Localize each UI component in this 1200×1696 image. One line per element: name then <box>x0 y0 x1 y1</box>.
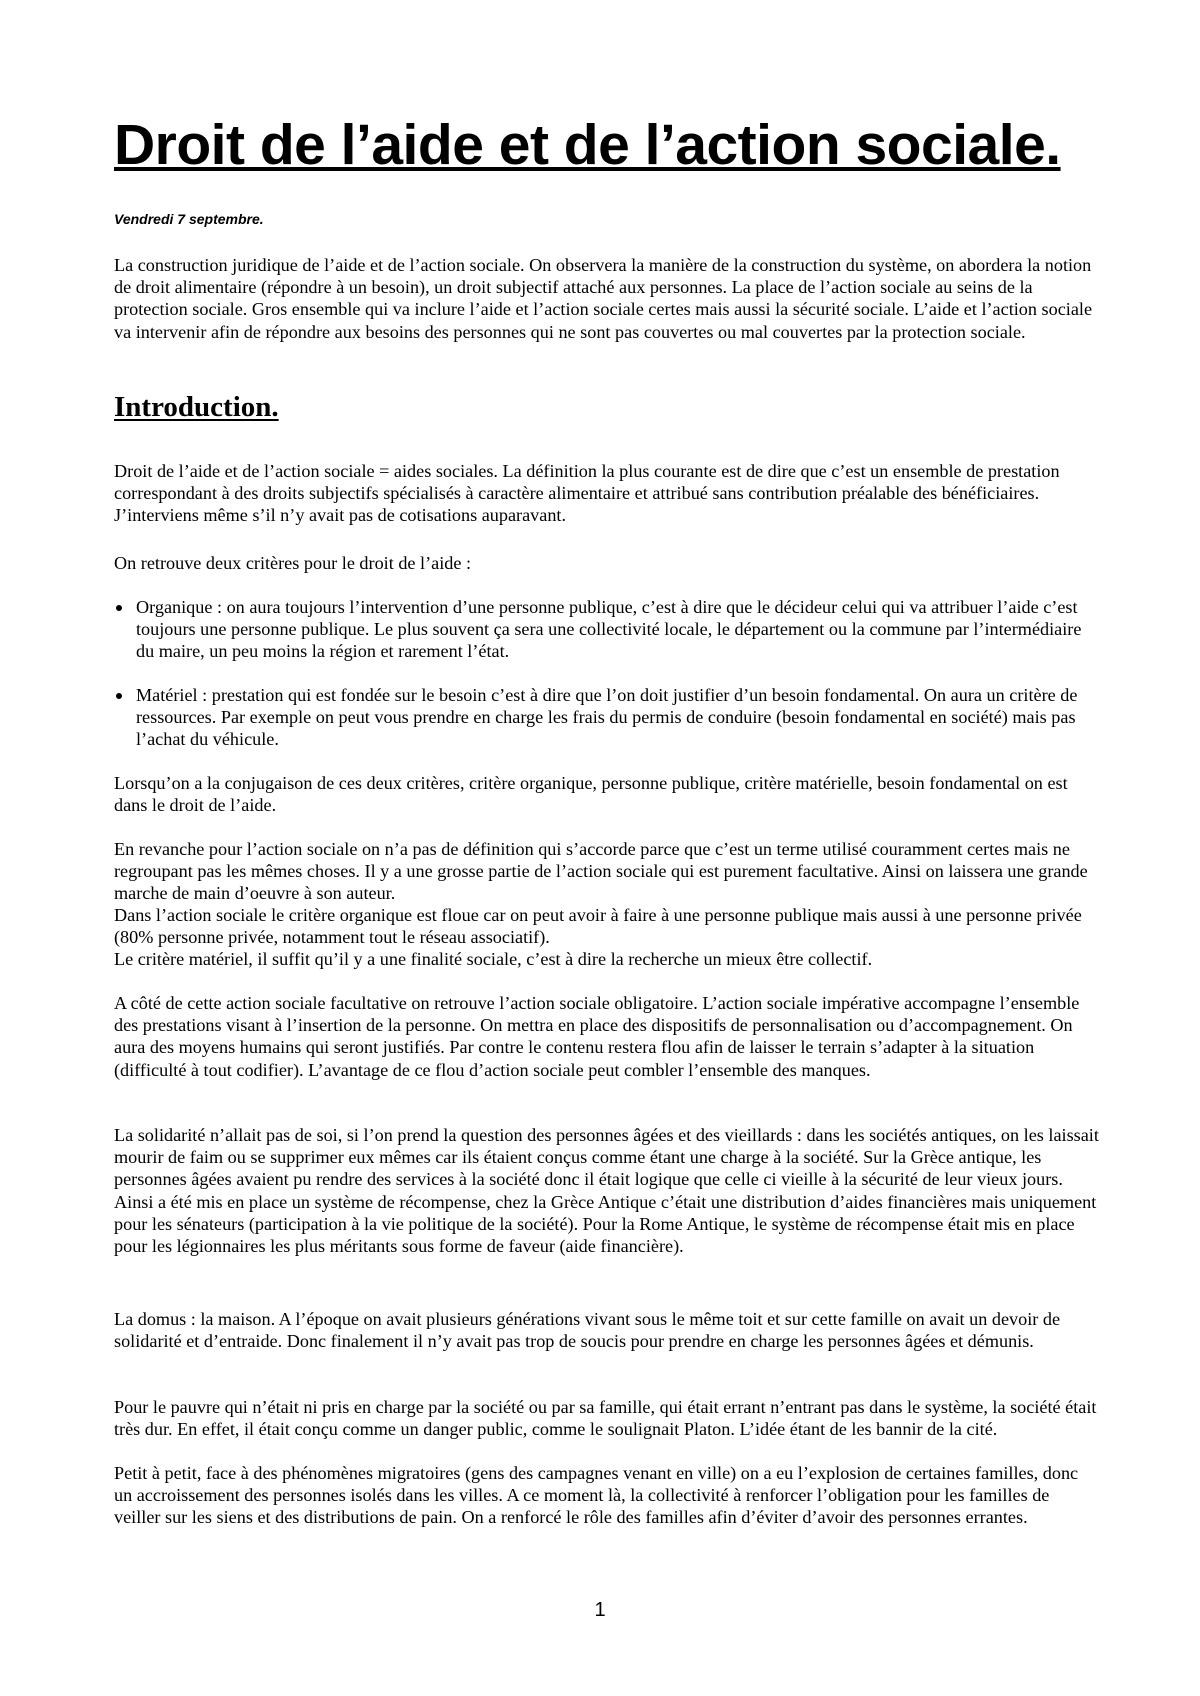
bullet-icon <box>116 605 122 611</box>
criteria-item <box>114 596 1099 663</box>
document-date: Vendredi 7 septembre. <box>114 211 264 227</box>
criteria-list <box>114 684 1099 751</box>
paragraph: En revanche pour l’action sociale on n’a pas de définition qui s’accorde parce que c’est un terme utilisé couramment certes mais ne regroupant pas les mêmes choses. Il y a une grosse partie de l’action sociale qui est purement facultative. Ainsi on laissera une grande marche de main d’oeuvre à son auteur. <box>114 839 1088 904</box>
page-number: 1 <box>594 1599 606 1621</box>
paragraph: On retrouve deux critères pour le droit de l’aide : <box>114 553 472 573</box>
criteria-list <box>114 596 1099 663</box>
criteria-text: Organique : on aura toujours l’intervention d’une personne publique, c’est à dire que le décideur celui qui va attribuer l’aide c’est toujours une personne publique. Le plus souvent ça sera une collectivité locale, le département ou la commune par l’intermédiaire du maire, un peu moins la région et rarement l’état. <box>136 597 1082 662</box>
bullet-icon <box>116 693 122 699</box>
paragraph: La domus : la maison. A l’époque on avait plusieurs générations vivant sous le même toit et sur cette famille on avait un devoir de solidarité et d’entraide. Donc finalement il n’y avait pas trop de soucis pour prendre en charge les personnes âgées et démunis. <box>114 1309 1061 1352</box>
paragraph: A côté de cette action sociale facultative on retrouve l’action sociale obligatoire. L’action sociale impérative accompagne l’ensemble des prestations visant à l’insertion de la personne. On mettra en place des dispositifs de personnalisation ou d’accompagnement. On aura des moyens humains qui seront justifiés. Par contre le contenu restera flou afin de laisser le terrain s’adapter à la situation (difficulté à tout codifier). L’avantage de ce flou d’action sociale peut combler l’ensemble des manques. <box>114 993 1080 1080</box>
section-heading: Introduction. <box>114 391 279 423</box>
paragraph: Pour le pauvre qui n’était ni pris en charge par la société ou par sa famille, qui était errant n’entrant pas dans le système, la société était très dur. En effet, il était conçu comme un danger public, comme le soulignait Platon. L’idée étant de les bannir de la cité. <box>114 1397 1097 1440</box>
paragraph: Lorsqu’on a la conjugaison de ces deux critères, critère organique, personne publique, critère matérielle, besoin fondamental on est dans le droit de l’aide. <box>114 773 1068 816</box>
document-title: Droit de l’aide et de l’action sociale. <box>114 113 1061 177</box>
criteria-text: Matériel : prestation qui est fondée sur le besoin c’est à dire que l’on doit justifier d’un besoin fondamental. On aura un critère de ressources. Par exemple on peut vous prendre en charge les frais du permis de conduire (besoin fondamental en société) mais pas l’achat du véhicule. <box>136 685 1078 750</box>
paragraph: Le critère matériel, il suffit qu’il y a une finalité sociale, c’est à dire la recherche un mieux être collectif. <box>114 949 873 969</box>
paragraph: Droit de l’aide et de l’action sociale = aides sociales. La définition la plus courante est de dire que c’est un ensemble de prestation correspondant à des droits subjectifs spécialisés à caractère alimentaire et attribué sans contribution préalable des bénéficiaires. J’interviens même s’il n’y avait pas de cotisations auparavant. <box>114 461 1060 526</box>
criteria-item <box>114 684 1099 751</box>
intro-paragraph: La construction juridique de l’aide et de l’action sociale. On observera la manière de la construction du système, on abordera la notion de droit alimentaire (répondre à un besoin), un droit subjectif attaché aux personnes. La place de l’action sociale au seins de la protection sociale. Gros ensemble qui va inclure l’aide et l’action sociale certes mais aussi la sécurité sociale. L’aide et l’action sociale va intervenir afin de répondre aux besoins des personnes qui ne sont pas couvertes ou mal couvertes par la protection sociale. <box>114 255 1093 342</box>
paragraph: Petit à petit, face à des phénomènes migratoires (gens des campagnes venant en ville) on a eu l’explosion de certaines familles, donc un accroissement des personnes isolés dans les villes. A ce moment là, la collectivité à renforcer l’obligation pour les familles de veiller sur les siens et des distributions de pain. On a renforcé le rôle des familles afin d’éviter d’avoir des personnes errantes. <box>114 1463 1079 1528</box>
paragraph: La solidarité n’allait pas de soi, si l’on prend la question des personnes âgées et des vieillards : dans les sociétés antiques, on les laissait mourir de faim ou se supprimer eux mêmes car ils étaient conçus comme étant une charge à la société. Sur la Grèce antique, les personnes âgées avaient pu rendre des services à la société donc il était logique que celle ci vieille à la sécurité de leur vieux jours. Ainsi a été mis en place un système de récompense, chez la Grèce Antique c’était une distribution d’aides financières mais uniquement pour les sénateurs (participation à la vie politique de la société). Pour la Rome Antique, le système de récompense était mis en place pour les légionnaires les plus méritants sous forme de faveur (aide financière). <box>114 1125 1099 1257</box>
paragraph: Dans l’action sociale le critère organique est floue car on peut avoir à faire à une personne publique mais aussi à une personne privée (80% personne privée, notamment tout le réseau associatif). <box>114 905 1082 948</box>
